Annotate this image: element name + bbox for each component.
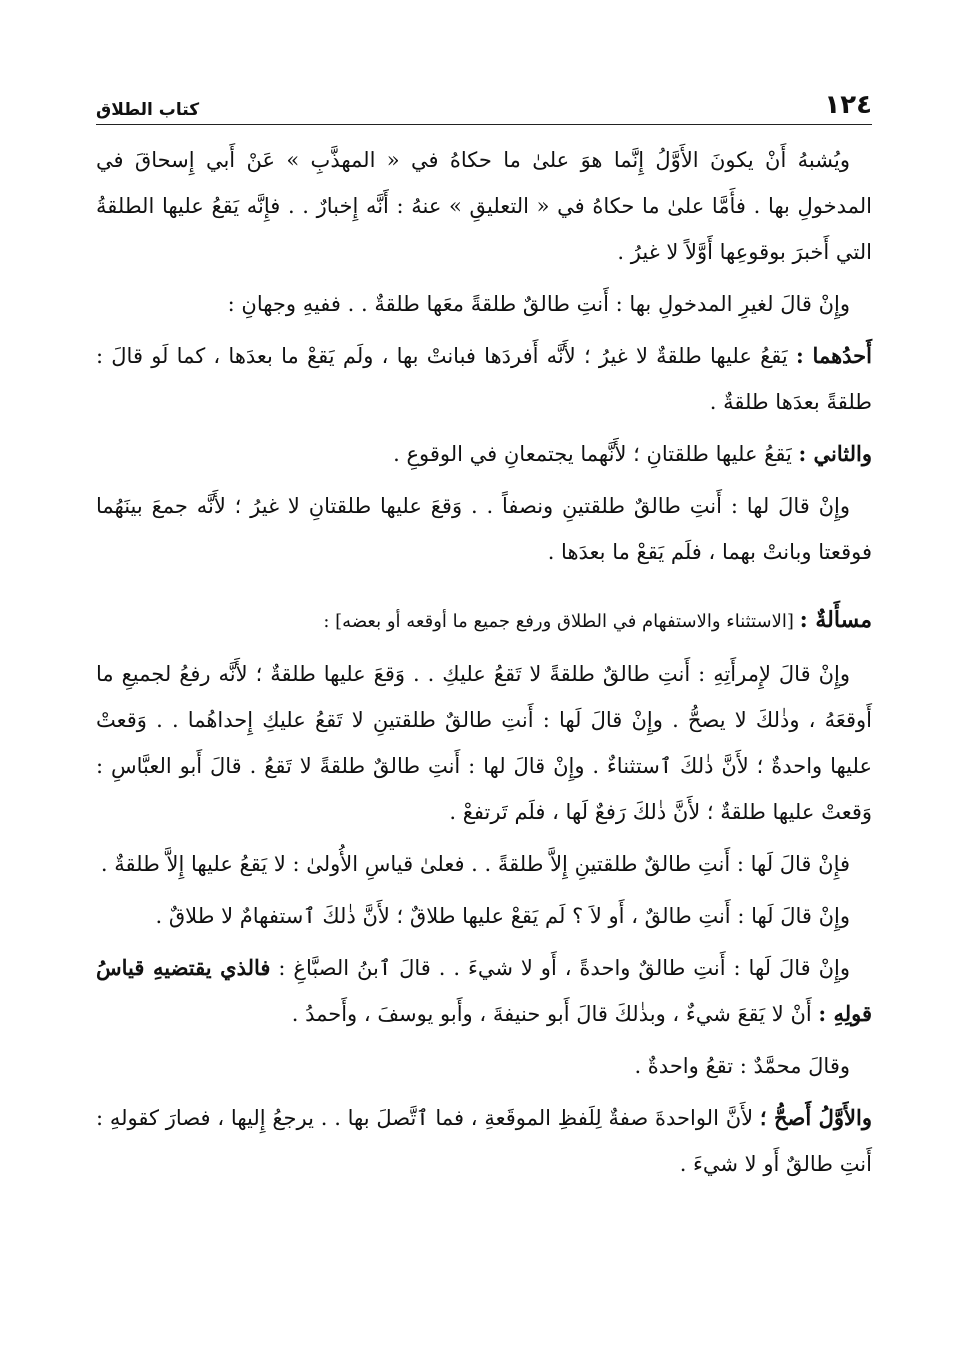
paragraph: [96, 651, 872, 835]
masala-title: [الاستثناء والاستفهام في الطلاق ورفع جميع ما أوقعه أو بعضه] :: [323, 611, 800, 632]
paragraph: [96, 137, 872, 275]
paragraph-lead: أَحدُهما :: [795, 343, 872, 368]
page-number: ١٢٤: [824, 90, 872, 120]
book-title: كتاب الطلاق: [96, 100, 200, 120]
masala-label: مسأَلةٌ :: [799, 607, 872, 633]
page-header: [96, 84, 872, 125]
paragraph: [96, 333, 872, 425]
paragraph: [96, 483, 872, 575]
book-page: [96, 84, 872, 1344]
paragraph-text: لأَنَّ الواحدةَ صفةٌ لِلَفظِ الموقَعةِ ، فما ٱتَّصلَ بها . . يرجعُ إِليها ، فصارَ كقولهِ : أَنتِ طالقٌ أَو لا شيءَ .: [96, 1106, 872, 1176]
paragraph-text: وإِنْ قالَ لَها : أَنتِ طالقٌ واحدةً ، أَو لا شيءَ . . قالَ ٱبنُ الصبَّاغِ :: [270, 956, 850, 980]
paragraph: [96, 281, 872, 327]
paragraph-lead: والأَوَّلُ أَصحُّ ؛: [759, 1105, 872, 1130]
paragraph-text: فإِنْ قالَ لَها : أَنتِ طالقٌ طلقتينِ إِلاَّ طلقةً . . فعلىٰ قياسِ الأُولىٰ : لا يَقعُ عليها إِلاَّ طلقةٌ .: [100, 852, 850, 876]
paragraph-tail: أَنْ لا يَقعَ شيءٌ ، وبذٰلكَ قالَ أَبو حنيفةَ ، وأَبو يوسفَ ، وأَحمدُ .: [291, 1002, 819, 1026]
paragraph-text: وإِنْ قالَ لغيرِ المدخولِ بها : أَنتِ طالقٌ طلقةً معَها طلقةٌ . . ففيهِ وجهانِ :: [227, 292, 850, 316]
paragraph: [96, 945, 872, 1037]
paragraph-text: وإِنْ قالَ لها : أَنتِ طالقٌ طلقتينِ ونصفاً . . وَقعَ عليها طلقتانِ لا غيرُ ؛ لأَنَّه جمعَ بينَهُما فوقعتا وبانتْ بهما ، فلَم يَقعْ ما بعدَها .: [96, 494, 872, 564]
paragraph-text: يَقعُ عليها طلقةٌ لا غيرُ ؛ لأَنَّه أَفردَها فبانتْ بها ، ولَم يَقعْ ما بعدَها ، كما لَو قالَ : طلقةً بعدَها طلقةٌ .: [96, 344, 872, 414]
paragraph-text: وقالَ محمَّدٌ : تقعُ واحدةٌ .: [634, 1054, 850, 1078]
paragraph: [96, 1095, 872, 1187]
paragraph-lead: والثاني :: [798, 441, 872, 466]
masala-heading: [96, 597, 872, 645]
paragraph-bold-phrase: فالذي يقتضيهِ قياسُ قولِهِ :: [96, 955, 872, 1026]
paragraph: [96, 841, 872, 887]
paragraph: [96, 431, 872, 477]
paragraph: [96, 893, 872, 939]
paragraph-text: وإِنْ قالَ لإِمرأَتِهِ : أَنتِ طالقٌ طلقةً لا تَقعُ عليكِ . . وَقعَ عليها طلقةٌ ؛ لأَنَّه رفعُ لجميعِ ما أَوقعَهُ ، وذٰلكَ لا يصحُّ . وإِنْ قالَ لَها : أَنتِ طالقٌ طلقتينِ لا تَقعُ عليكِ إِحداهُما . . وَقعتْ عليها واحدةٌ ؛ لأَنَّ ذٰلكَ ٱستثناءٌ . وإِنْ قالَ لها : أَنتِ طالقٌ طلقةً لا تَقعُ . قالَ أَبو العبَّاسِ : وَقعتْ عليها طلقةٌ ؛ لأَنَّ ذٰلكَ رَفعٌ لَها ، فلَم تَرتفعْ .: [96, 662, 872, 824]
paragraph-text: يَقعُ عليها طلقتانِ ؛ لأَنَّهما يجتمعانِ في الوقوعِ .: [393, 442, 799, 466]
page-body: [96, 137, 872, 1187]
paragraph-text: ويُشبهُ أَنْ يكونَ الأَوَّلُ إِنَّما هوَ علىٰ ما حكاهُ في « المهذَّبِ » عَنْ أَبي إِسحاقَ في المدخولِ بها . فأَمَّا علىٰ ما حكاهُ في « التعليقِ » عنهُ : أَنَّه إِخبارٌ . . فإِنَّه يَقعُ عليها الطلقةُ التي أَخبرَ بوقوعِها أَوَّلاً لا غيرُ .: [96, 148, 872, 264]
paragraph-text: وإِنْ قالَ لَها : أَنتِ طالقٌ ، أَو لاَ ؟ لَم يَقعْ عليها طلاقٌ ؛ لأَنَّ ذٰلكَ ٱستفهامٌ لا طلاقٌ .: [155, 904, 850, 928]
paragraph: [96, 1043, 872, 1089]
